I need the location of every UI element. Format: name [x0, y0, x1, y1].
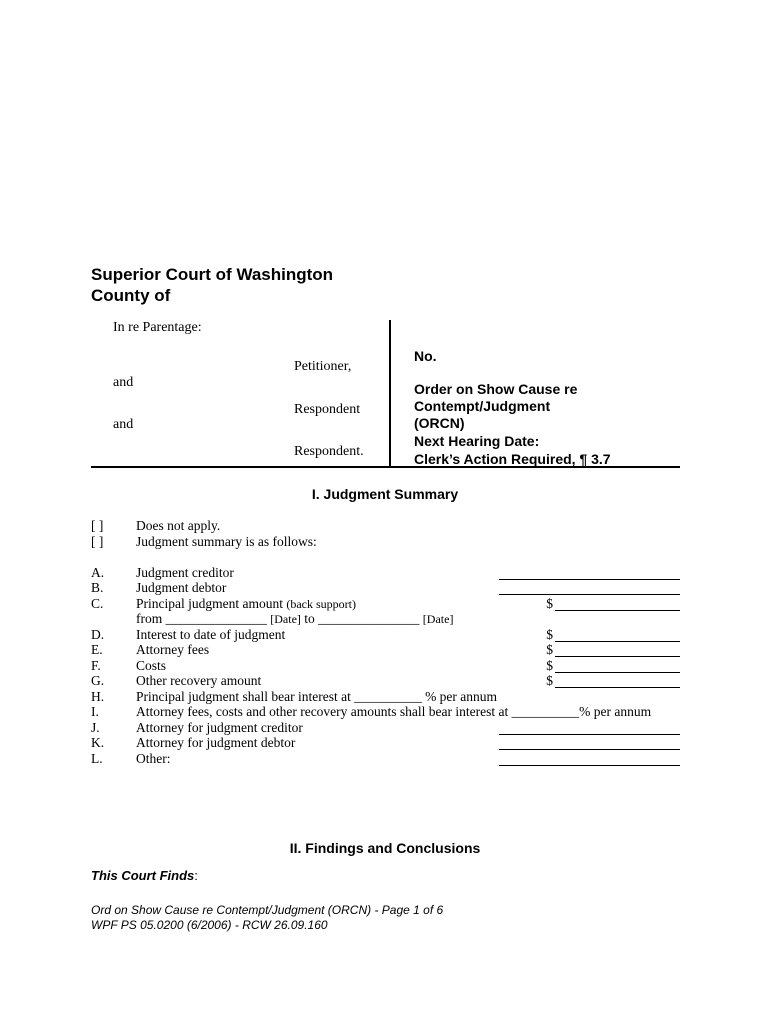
item-label: Attorney fees, costs and other recovery amounts shall bear interest at __________% per annum	[136, 704, 652, 719]
item-interest-to-date	[91, 627, 680, 643]
checkbox-does-not-apply[interactable]: [ ]	[91, 518, 104, 533]
date-hint: [Date]	[422, 612, 454, 626]
order-title-line2: Contempt/Judgment	[414, 398, 551, 414]
item-label: Judgment creditor	[136, 565, 234, 580]
option-summary-follows	[91, 534, 680, 550]
principal-amount-label: Principal judgment amount	[136, 596, 283, 611]
checkbox-summary-follows[interactable]: [ ]	[91, 534, 104, 549]
from-field[interactable]: from _______________	[136, 611, 267, 626]
item-attorney-fees	[91, 642, 680, 658]
item-label: Attorney for judgment debtor	[136, 735, 296, 750]
item-other-recovery	[91, 673, 680, 689]
court-finds-line	[91, 868, 198, 883]
attorney-debtor-field[interactable]	[499, 735, 680, 750]
case-number-label: No.	[414, 348, 437, 364]
currency-sign: $	[546, 642, 553, 657]
footer-line-2: WPF PS 05.0200 (6/2006) - RCW 26.09.160	[91, 918, 328, 932]
item-letter: L.	[91, 751, 103, 766]
item-principal-interest-rate	[91, 689, 680, 705]
item-label: Interest to date of judgment	[136, 627, 286, 642]
item-principal-amount	[91, 596, 680, 612]
judgment-creditor-field[interactable]	[499, 565, 680, 580]
to-field[interactable]: to _______________	[304, 611, 420, 626]
currency-sign: $	[546, 627, 553, 642]
item-label: Costs	[136, 658, 167, 673]
item-label: Judgment debtor	[136, 580, 227, 595]
date-hint: [Date]	[270, 612, 301, 626]
option-label: Does not apply.	[136, 518, 221, 533]
attorney-fees-field[interactable]	[555, 642, 680, 657]
item-letter: D.	[91, 627, 105, 642]
item-judgment-creditor	[91, 565, 680, 581]
item-label: Other recovery amount	[136, 673, 262, 688]
judgment-debtor-field[interactable]	[499, 580, 680, 595]
court-name: Superior Court of Washington	[91, 265, 334, 284]
date-range	[136, 611, 453, 627]
other-recovery-field[interactable]	[555, 673, 680, 688]
interest-amount-field[interactable]	[555, 627, 680, 642]
next-hearing-label: Next Hearing Date:	[414, 433, 540, 449]
currency-sign: $	[546, 673, 553, 688]
item-attorney-for-creditor	[91, 720, 680, 736]
item-label: Other:	[136, 751, 171, 766]
respondent-label-2: Respondent.	[294, 444, 364, 459]
caption-vertical-divider	[389, 320, 391, 468]
item-label: Attorney for judgment creditor	[136, 720, 303, 735]
order-title-line3: (ORCN)	[414, 415, 465, 431]
item-label: Attorney fees	[136, 642, 210, 657]
item-letter: H.	[91, 689, 105, 704]
currency-sign: $	[546, 658, 553, 673]
principal-amount-field[interactable]	[555, 596, 680, 611]
item-letter: E.	[91, 642, 103, 657]
other-field[interactable]	[499, 751, 680, 766]
item-principal-date-range	[91, 611, 680, 627]
item-letter: A.	[91, 565, 105, 580]
item-fees-interest-rate	[91, 704, 680, 720]
clerk-action-label: Clerk’s Action Required, ¶ 3.7	[414, 451, 611, 467]
county-label: County of	[91, 286, 171, 305]
court-finds-colon: :	[194, 868, 198, 883]
item-letter: J.	[91, 720, 100, 735]
currency-sign: $	[546, 596, 553, 611]
respondent-label-1: Respondent	[294, 402, 361, 417]
item-letter: B.	[91, 580, 104, 595]
item-letter: I.	[91, 704, 99, 719]
item-letter: C.	[91, 596, 104, 611]
item-label: Principal judgment shall bear interest at __________ % per annum	[136, 689, 498, 704]
section-1-title: I. Judgment Summary	[311, 486, 459, 502]
item-label	[136, 596, 356, 612]
in-re-label: In re Parentage:	[113, 320, 202, 335]
petitioner-label: Petitioner,	[294, 359, 352, 374]
costs-field[interactable]	[555, 658, 680, 673]
option-label: Judgment summary is as follows:	[136, 534, 317, 549]
item-letter: G.	[91, 673, 105, 688]
and-label-1: and	[113, 375, 134, 390]
section-2-title: II. Findings and Conclusions	[289, 840, 481, 856]
back-support-note: (back support)	[286, 597, 357, 611]
item-attorney-for-debtor	[91, 735, 680, 751]
item-other	[91, 751, 680, 767]
item-letter: K.	[91, 735, 105, 750]
option-does-not-apply	[91, 518, 680, 534]
item-judgment-debtor	[91, 580, 680, 596]
court-finds-label: This Court Finds	[91, 868, 195, 883]
footer-line-1: Ord on Show Cause re Contempt/Judgment (ORCN) - Page 1 of 6	[91, 903, 444, 917]
attorney-creditor-field[interactable]	[499, 720, 680, 735]
item-costs	[91, 658, 680, 674]
and-label-2: and	[113, 417, 134, 432]
order-title-line1: Order on Show Cause re	[414, 381, 578, 397]
item-letter: F.	[91, 658, 101, 673]
